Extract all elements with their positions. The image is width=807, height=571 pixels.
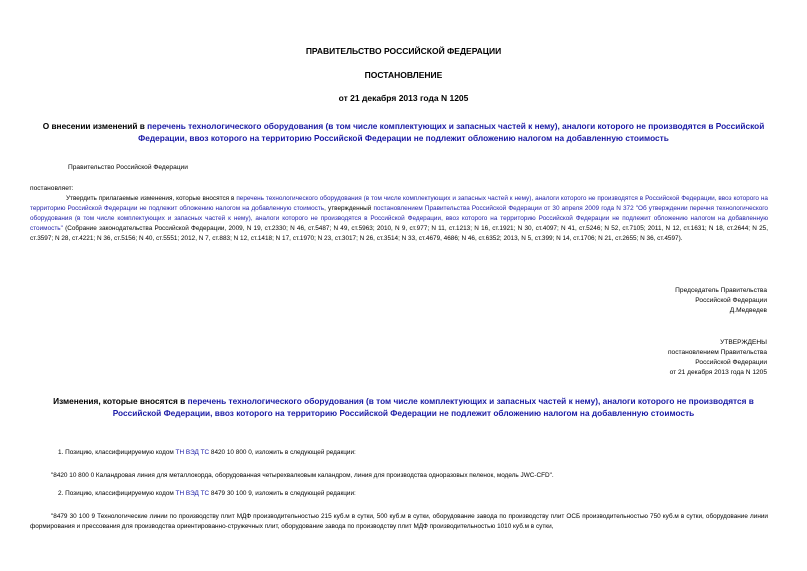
decision-text-2: , утвержденный bbox=[324, 205, 374, 212]
item-1 bbox=[30, 448, 768, 458]
preamble-government: Правительство Российской Федерации bbox=[68, 164, 188, 171]
changes-title-link[interactable]: перечень технологического оборудования (в том числе комплектующих и запасных частей к нему), аналоги которого не производятся в Российской Федерации, ввоз которого на территорию Российской Федерации не подлежит обложению налогом на добавленную стоимость bbox=[112, 396, 754, 418]
item-2-tnved-link[interactable]: ТН ВЭД ТС bbox=[175, 490, 210, 497]
item-1-tnved-link[interactable]: ТН ВЭД ТС bbox=[175, 449, 210, 456]
item-2 bbox=[30, 489, 768, 499]
item-2-text: "8479 30 100 9 Технологические линии по производству плит МДФ производительностью 215 куб.м в сутки, 500 куб.м в сутки, оборудование завода по производству плит ОСБ производительностью 750 куб.м в сутки, оборудование линии формирования и прессования для производства ориентированно-стружечных плит, оборудование завода по производству плит МДФ производительностью 1010 куб.м в сутки, bbox=[30, 513, 768, 530]
decision-paragraph bbox=[30, 194, 768, 244]
government-heading: ПРАВИТЕЛЬСТВО РОССИЙСКОЙ ФЕДЕРАЦИИ bbox=[305, 46, 502, 56]
item-1-pre: 1. Позицию, классифицируемую кодом bbox=[58, 449, 176, 456]
approval-country: Российской Федерации bbox=[695, 359, 767, 366]
preamble-decides: постановляет: bbox=[30, 185, 74, 192]
title-prefix: О внесении изменений в bbox=[42, 121, 148, 131]
list-link[interactable]: перечень технологического оборудования (в том числе комплектующих и запасных частей к нему), аналоги которого не производятся в Российской Федерации, ввоз которого на территорию Российской Федерации не подлежит обложению налогом на добавленную стоимость bbox=[30, 195, 768, 212]
item-1-post: 8420 10 800 0, изложить в следующей редакции: bbox=[209, 449, 356, 456]
approval-block bbox=[467, 338, 767, 378]
item-2-post: 8479 30 100 9, изложить в следующей редакции: bbox=[209, 490, 356, 497]
approval-label: УТВЕРЖДЕНЫ bbox=[720, 339, 767, 346]
decision-text-1: Утвердить прилагаемые изменения, которые вносятся в bbox=[66, 195, 237, 202]
item-1-text: "8420 10 800 0 Каландровая линия для металлокорда, оборудованная четырехвалковым каландром, линия для производства одноразовых пеленок, модель JWC-CFD". bbox=[51, 472, 554, 479]
decision-text-3: (Собрание законодательства Российской Федерации, 2009, N 19, ст.2330; N 46, ст.5487; N 49, ст.5963; 2010, N 9, ст.977; N 11, ст.1213; N 16, ст.1921; N 30, ст.4097; N 41, ст.5246; N 52, ст.7105; 2011, N 12, ст.1631; N 18, ст.2644; N 25, ст.3597; N 28, ст.4221; N 36, ст.5156; N 40, ст.5551; 2012, N 7, ст.883; N 12, ст.1418; N 17, ст.1970; N 23, ст.3017; N 26, ст.3514; N 33, ст.4679, 4686; N 46, ст.6352; 2013, N 5, ст.399; N 14, ст.1706; N 21, ст.2655; N 36, ст.4597). bbox=[30, 225, 768, 242]
title-link[interactable]: перечень технологического оборудования (в том числе комплектующих и запасных частей к нему), аналоги которого не производятся в Российской Федерации, ввоз которого на территорию Российской Федерации не подлежит обложению налогом на добавленную стоимость bbox=[138, 121, 765, 143]
signature-name: Д.Медведев bbox=[729, 307, 767, 314]
approval-date: от 21 декабря 2013 года N 1205 bbox=[669, 369, 767, 376]
resolution-372-link[interactable]: постановлением Правительства Российской Федерации от 30 апреля 2009 года N 372 "Об утверждении перечня технологического оборудования (в том числе комплектующих и запасных частей к нему), аналоги которого не производятся в Российской Федерации, ввоз которого на территорию Российской Федерации не подлежит обложению налогом на добавленную стоимость" bbox=[30, 205, 768, 232]
item-2-pre: 2. Позицию, классифицируемую кодом bbox=[58, 490, 176, 497]
signature-country: Российской Федерации bbox=[695, 297, 767, 304]
document-title bbox=[30, 120, 777, 144]
signature-position: Председатель Правительства bbox=[675, 287, 767, 294]
document-type-heading: ПОСТАНОВЛЕНИЕ bbox=[364, 70, 443, 80]
changes-title-prefix: Изменения, которые вносятся в bbox=[53, 396, 188, 406]
changes-title bbox=[30, 395, 777, 419]
approval-resolution: постановлением Правительства bbox=[667, 349, 767, 356]
date-number-heading: от 21 декабря 2013 года N 1205 bbox=[338, 93, 469, 103]
signature-block bbox=[467, 286, 767, 316]
